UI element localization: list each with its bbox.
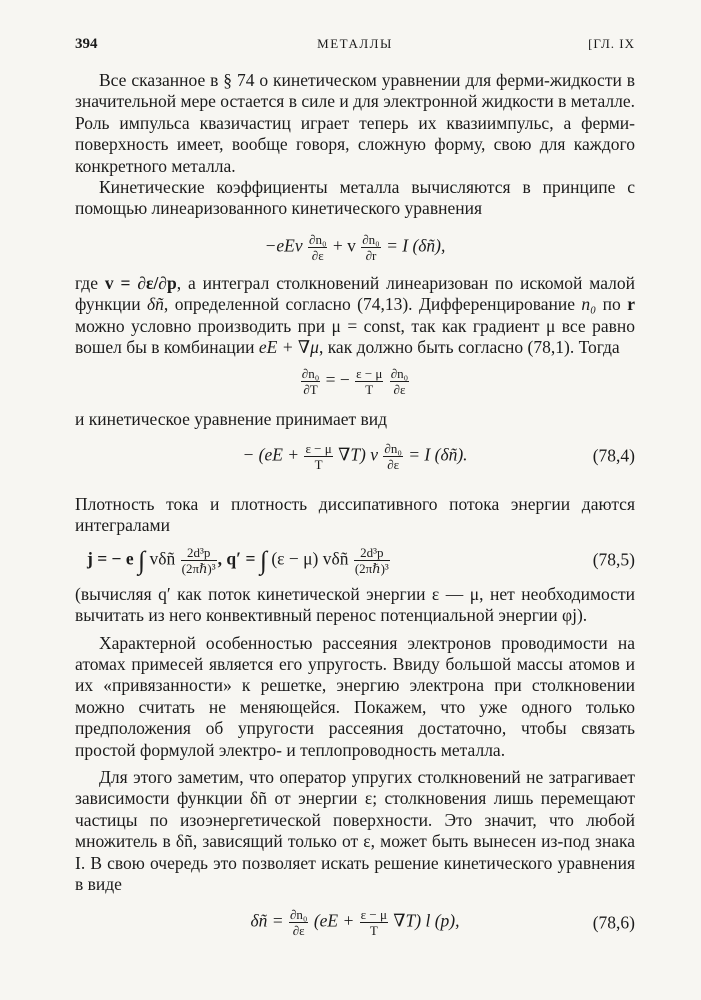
paragraph-2: Кинетические коэффициенты металла вычисляются в принципе с помощью линеаризованного кинетического уравнения (75, 177, 635, 219)
eq1-mid: + v (332, 235, 356, 256)
eq786-rhs: ∇T) l (p), (393, 910, 460, 931)
paragraph-3: где v = ∂ε/∂p, а интеграл столкновений линеаризован по искомой малой функции δñ, определенной согласно (74,13). Дифференцирование n₀ по r можно условно производить при μ = const, так как градиент μ все равно вошел бы в комбинации eE + ∇μ, как должно быть согласно (78,1). Тогда (75, 272, 635, 358)
eq2-frac-2: $\frac{\varepsilon - \mu}{T}$ (356, 366, 383, 398)
page-body (75, 70, 635, 938)
equation-number-78-6: (78,6) (592, 912, 635, 933)
paragraph-5: Плотность тока и плотность диссипативного потока энергии даются интегралами (75, 493, 635, 536)
eq785-q-pre: , q′ = (217, 548, 260, 569)
paragraph-4: и кинетическое уравнение принимает вид (75, 409, 388, 430)
eq785-j-mid: vδñ (145, 548, 180, 569)
eq786-frac-2: $\frac{\varepsilon - \mu}{T}$ (360, 907, 387, 939)
paragraph-7: Характерной особенностью рассеяния электронов проводимости на атомах примесей является его упругость. Ввиду большой массы атомов и их «привязанности» к решетке, энергию электрона при столкновении можно считать не меняющейся. Покажем, что уже одного только предположения об упругости рассеяния достаточно, чтобы связать простой формулой электро- и теплопроводность металла. (75, 632, 635, 760)
eq2-frac-1: $\frac{\text{∂n₀}}{\partial T}$ (301, 366, 320, 398)
equation-78-4 (75, 441, 635, 472)
eq785-integral-1: ∫ (138, 545, 146, 575)
eq2-frac-3: $\frac{\text{∂n₀}}{\partial\varepsilon}$ (390, 366, 409, 398)
paragraph-1: Все сказанное в § 74 о кинетическом уравнении для ферми-жидкости в значительной мере остается в силе и для электронной жидкости в металле. Роль импульса квазичастиц играет теперь их квазиимпульс, а ферми-поверхность имеет, вообще говоря, сложную форму, свою для каждого конкретного металла. (75, 70, 635, 176)
eq1-frac-2: $\frac{\text{∂n₀}}{\partial r}$ (362, 231, 380, 263)
eq784-mid: ∇T) v (338, 444, 379, 465)
eq785-j-pre: j = − e (87, 548, 139, 569)
eq785-q-mid: (ε − μ) vδñ (266, 548, 353, 569)
eq785-integral-2: ∫ (259, 545, 267, 575)
running-title: МЕТАЛЛЫ (317, 36, 393, 51)
eq784-rhs: = I (δñ). (408, 444, 468, 465)
equation-dn0-dT (75, 366, 635, 397)
paragraph-8: Для этого заметим, что оператор упругих столкновений не затрагивает зависимости функции δñ от энергии ε; столкновения лишь перемещают частицы по изоэнергетической поверхности. Это значит, что любой множитель в δñ, зависящий только от ε, может быть вынесен из-под знака I. В свою очередь это позволяет искать решение кинетического уравнения в виде (75, 766, 635, 894)
paragraph-6: (вычисляя q′ как поток кинетической энергии ε — μ, нет необходимости вычитать из него конвективный перенос потенциальной энергии φj). (75, 583, 635, 626)
equation-number-78-4: (78,4) (592, 445, 635, 466)
eq2-equals: = − (325, 369, 350, 390)
eq785-frac-2: $\frac{\text{2d³p}}{\text{(2πℏ)³}}$ (354, 544, 389, 576)
eq1-rhs: = I (δñ), (386, 235, 446, 256)
eq784-frac-1: $\frac{\varepsilon - \mu}{T}$ (305, 440, 332, 472)
eq786-lhs: δñ = (250, 910, 284, 931)
equation-number-78-5: (78,5) (592, 549, 635, 570)
page-number: 394 (75, 36, 98, 52)
equation-kinetic (75, 232, 635, 263)
page-header (75, 36, 635, 56)
eq784-pre: − (eE + (242, 444, 300, 465)
equation-78-6 (75, 907, 635, 938)
eq786-frac-1: $\frac{\text{∂n₀}}{\partial\varepsilon}$ (289, 907, 308, 939)
eq1-lhs: −eEv (264, 235, 303, 256)
eq1-frac-1: $\frac{\text{∂n₀}}{\partial\varepsilon}$ (309, 231, 327, 263)
eq786-pre: (eE + (313, 910, 355, 931)
chapter-label: [ГЛ. IX (588, 36, 635, 51)
eq784-frac-2: $\frac{\text{∂n₀}}{\partial\varepsilon}$ (384, 440, 402, 472)
equation-78-5 (75, 545, 635, 576)
eq785-frac-1: $\frac{\text{2d³p}}{\text{(2πℏ)³}}$ (181, 544, 216, 576)
